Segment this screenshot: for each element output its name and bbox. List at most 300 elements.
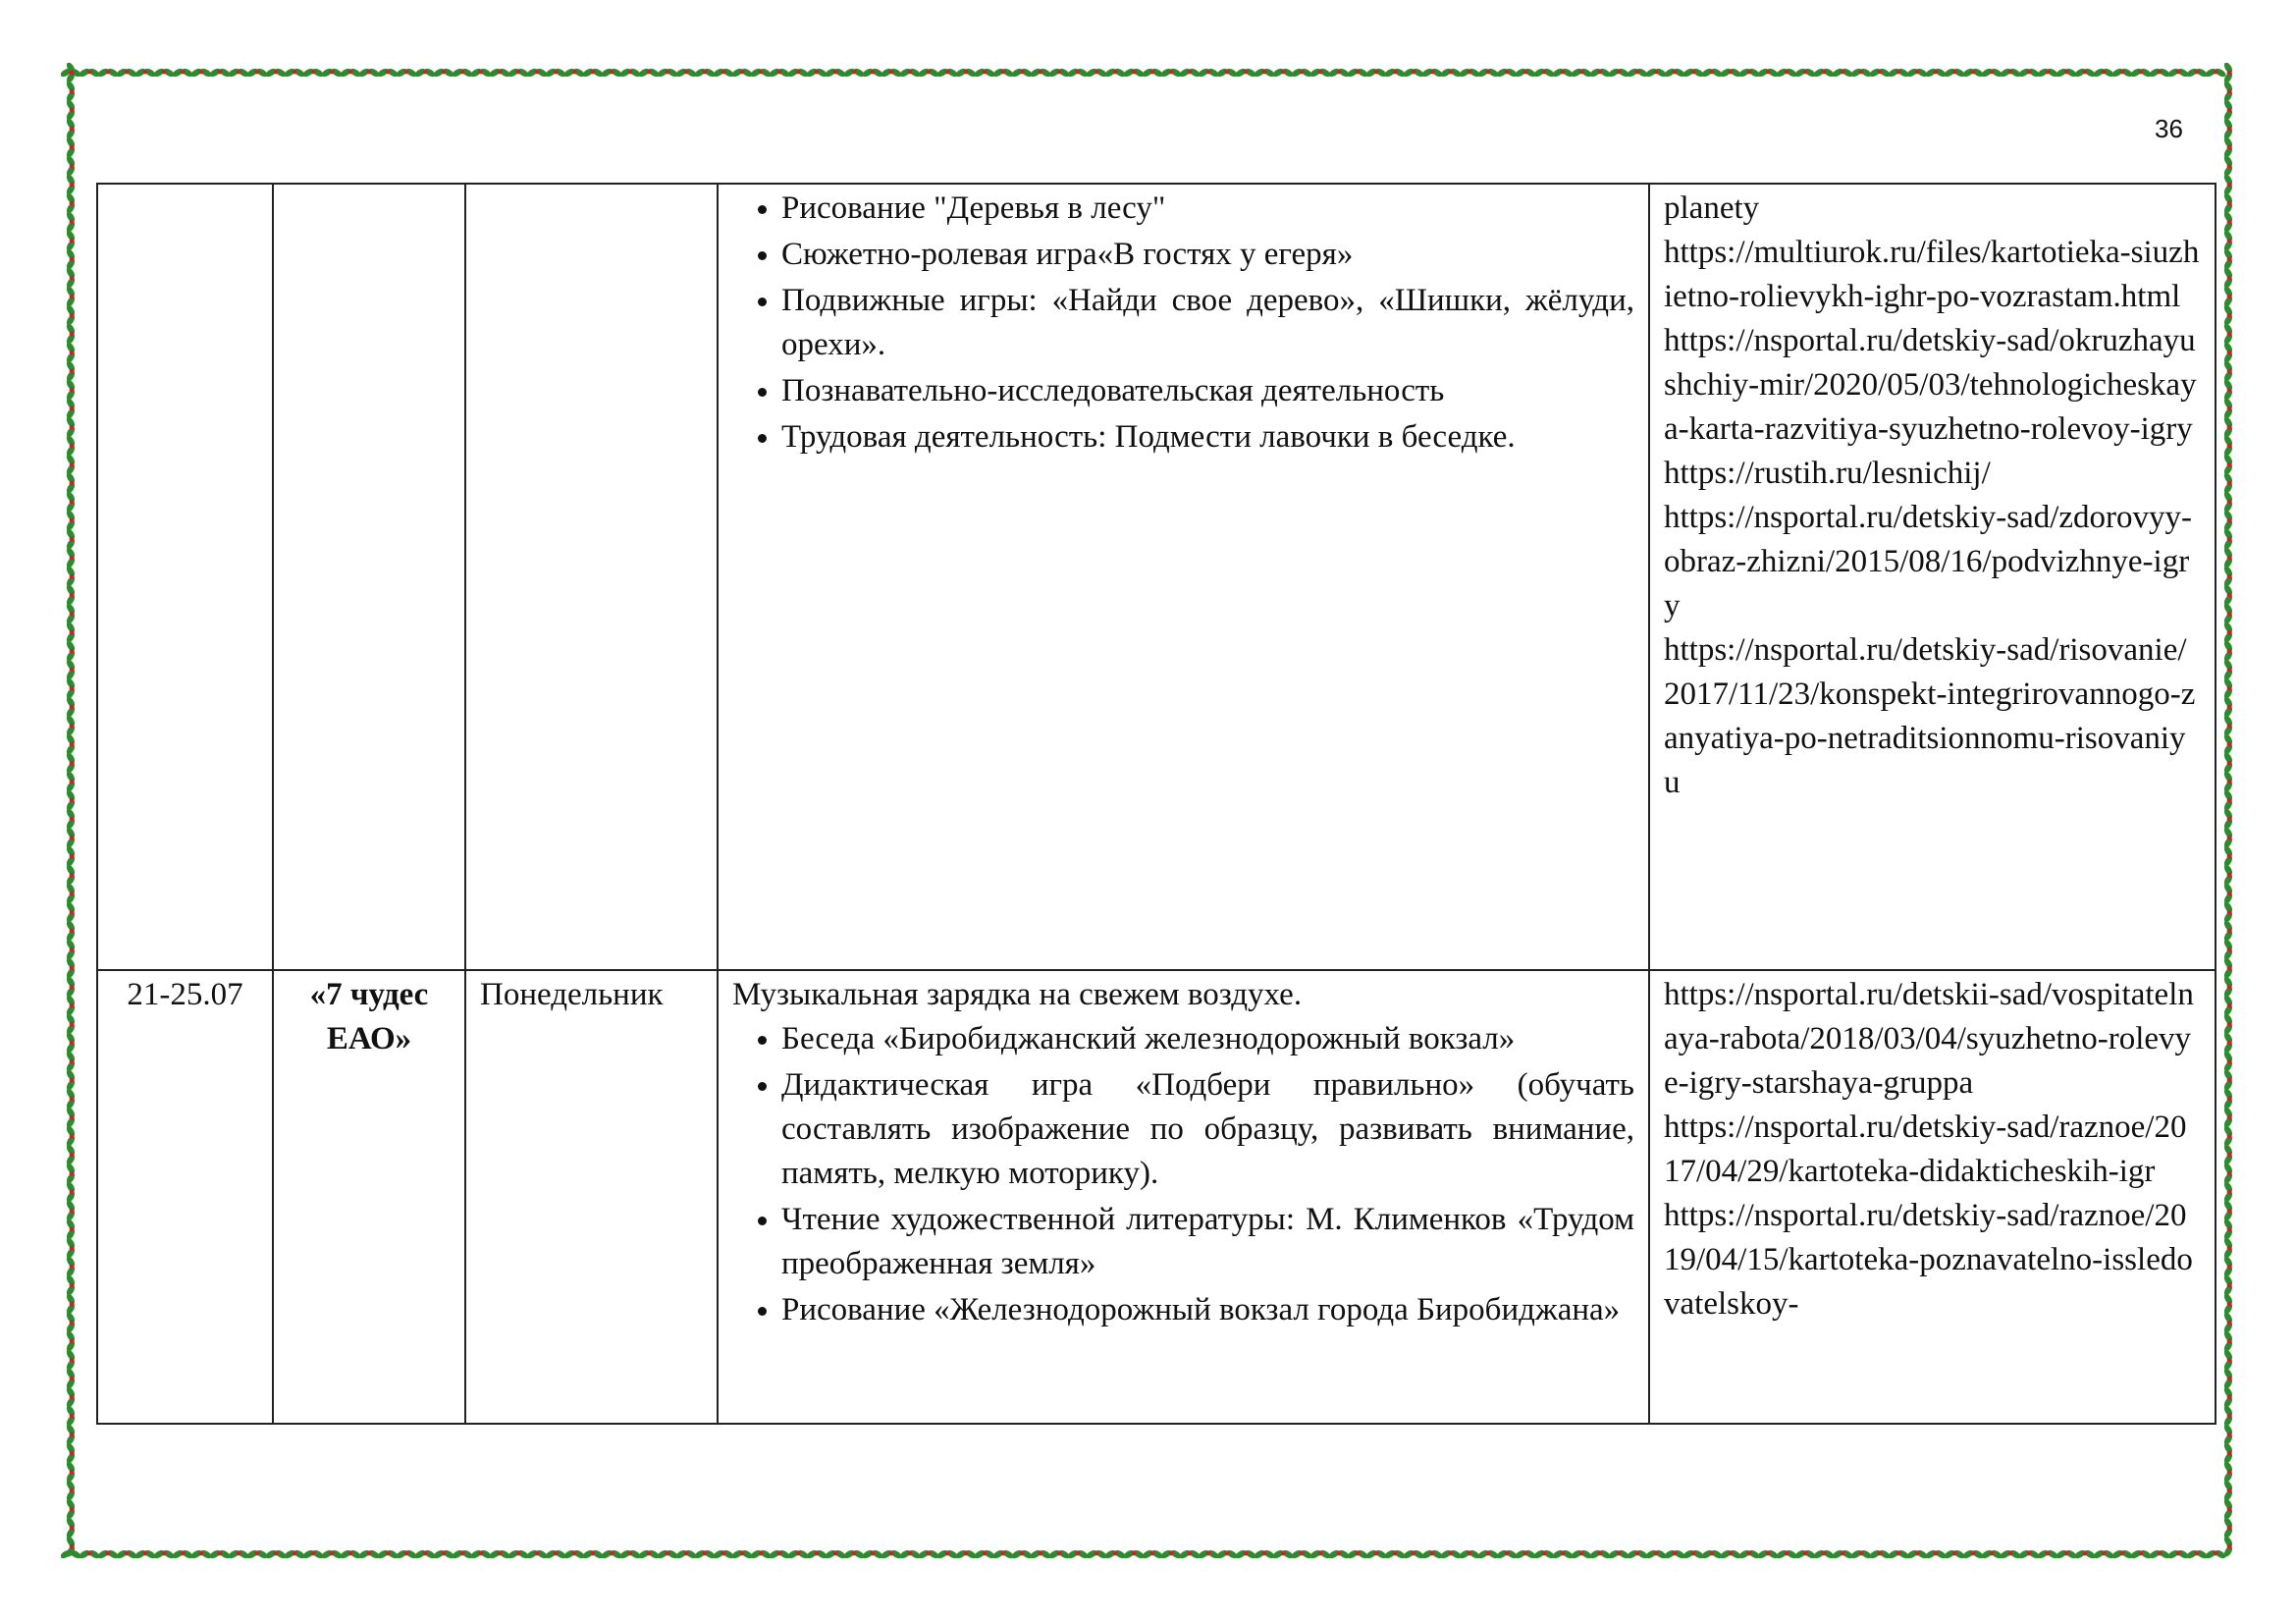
holly-sprig: [2185, 1548, 2209, 1560]
holly-sprig: [65, 434, 77, 458]
holly-sprig: [768, 1548, 791, 1560]
holly-sprig: [2222, 173, 2234, 196]
holly-sprig: [152, 67, 176, 79]
holly-sprig: [2222, 1441, 2234, 1465]
holly-sprig: [2222, 919, 2234, 943]
holly-sprig: [189, 1548, 213, 1560]
holly-sprig: [935, 1548, 959, 1560]
holly-sprig: [65, 1516, 77, 1540]
holly-sprig: [65, 490, 77, 514]
holly-sprig: [2166, 1548, 2190, 1560]
holly-sprig: [2222, 1068, 2234, 1092]
holly-sprig: [488, 67, 511, 79]
holly-sprig: [1980, 67, 2003, 79]
holly-sprig: [2222, 994, 2234, 1017]
holly-sprig: [65, 1162, 77, 1185]
holly-sprig: [65, 1367, 77, 1390]
holly-sprig: [65, 1404, 77, 1428]
source-link[interactable]: https://multiurok.ru/files/kartotieka-siuzhietno-rolievykh-ighr-po-vozrastam.html: [1664, 235, 2200, 314]
holly-sprig: [1420, 67, 1444, 79]
holly-sprig: [227, 67, 250, 79]
holly-sprig: [1290, 1548, 1313, 1560]
holly-sprig: [2222, 1385, 2234, 1409]
holly-sprig: [1626, 1548, 1649, 1560]
holly-sprig: [65, 173, 77, 196]
holly-sprig: [954, 1548, 978, 1560]
holly-sprig: [2222, 1199, 2234, 1222]
holly-sprig: [301, 1548, 325, 1560]
holly-sprig: [2222, 1124, 2234, 1148]
holly-sprig: [991, 67, 1015, 79]
holly-sprig: [1756, 1548, 1780, 1560]
holly-sprig: [208, 1548, 232, 1560]
holly-sprig: [2222, 359, 2234, 383]
holly-sprig: [2222, 956, 2234, 980]
holly-sprig: [2073, 67, 2097, 79]
holly-sprig: [2092, 1548, 2115, 1560]
holly-sprig: [1737, 67, 1761, 79]
table-row: [97, 970, 2216, 1424]
holly-sprig: [65, 117, 77, 140]
holly-sprig: [2148, 1548, 2171, 1560]
holly-sprig: [451, 1548, 474, 1560]
holly-sprig: [488, 1548, 511, 1560]
holly-sprig: [693, 67, 717, 79]
holly-sprig: [245, 1548, 269, 1560]
holly-sprig: [1178, 1548, 1201, 1560]
holly-sprig: [842, 1548, 866, 1560]
holly-sprig: [171, 67, 194, 79]
holly-sprig: [1253, 1548, 1276, 1560]
source-link[interactable]: https://nsportal.ru/detskiy-sad/raznoe/2017/04/29/kartoteka-didakticheskih-igr: [1664, 1110, 2187, 1189]
holly-sprig: [1047, 1548, 1071, 1560]
holly-sprig: [65, 677, 77, 700]
holly-sprig: [65, 639, 77, 663]
holly-sprig: [507, 67, 530, 79]
holly-sprig: [2073, 1548, 2097, 1560]
holly-sprig: [973, 67, 996, 79]
holly-sprig: [2222, 247, 2234, 271]
holly-sprig: [1364, 67, 1388, 79]
holly-sprig: [1868, 67, 1892, 79]
holly-sprig: [1141, 1548, 1164, 1560]
holly-sprig: [320, 1548, 344, 1560]
holly-sprig: [65, 1199, 77, 1222]
sources-cell: [1649, 970, 2216, 1424]
holly-sprig: [1831, 67, 1854, 79]
holly-sprig: [2222, 1087, 2234, 1110]
holly-sprig: [65, 807, 77, 831]
holly-sprig: [674, 67, 698, 79]
activity-intro: Музыкальная зарядка на свежем воздухе.: [732, 977, 1303, 1012]
holly-sprig: [65, 919, 77, 943]
holly-sprig: [2222, 135, 2234, 159]
holly-sprig: [1346, 1548, 1369, 1560]
holly-sprig: [2222, 1367, 2234, 1390]
sources-cell: [1649, 184, 2216, 970]
holly-sprig: [2222, 751, 2234, 775]
holly-sprig: [786, 67, 810, 79]
holly-sprig: [1682, 1548, 1705, 1560]
holly-sprig: [674, 1548, 698, 1560]
holly-sprig: [1570, 67, 1593, 79]
holly-sprig: [600, 67, 623, 79]
holly-sprig: [2222, 1292, 2234, 1316]
holly-sprig: [1756, 67, 1780, 79]
holly-sprig: [357, 1548, 381, 1560]
holly-sprig: [1029, 1548, 1052, 1560]
holly-sprig: [2222, 1012, 2234, 1036]
holly-sprig: [1849, 67, 1873, 79]
holly-sprig: [1029, 67, 1052, 79]
holly-sprig: [65, 527, 77, 551]
holly-sprig: [1775, 67, 1798, 79]
holly-sprig: [1793, 67, 1817, 79]
activity-item: • Чтение художественной литературы: М. Клименков «Трудом преображенная земля»: [781, 1198, 1634, 1286]
holly-sprig: [1663, 67, 1686, 79]
holly-sprig: [2092, 67, 2115, 79]
holly-sprig: [1085, 1548, 1108, 1560]
holly-border-top: [61, 63, 2238, 82]
holly-sprig: [1570, 1548, 1593, 1560]
holly-sprig: [1010, 1548, 1034, 1560]
activity-item: • Рисование «Железнодорожный вокзал города Биробиджана»: [781, 1288, 1634, 1332]
holly-sprig: [1831, 1548, 1854, 1560]
holly-sprig: [973, 1548, 996, 1560]
holly-sprig: [1271, 1548, 1295, 1560]
holly-sprig: [637, 1548, 661, 1560]
holly-sprig: [1308, 1548, 1332, 1560]
holly-sprig: [861, 67, 884, 79]
holly-sprig: [2222, 602, 2234, 625]
holly-sprig: [1644, 1548, 1668, 1560]
holly-sprig: [65, 1050, 77, 1073]
holly-sprig: [600, 1548, 623, 1560]
holly-sprig: [1066, 67, 1090, 79]
holly-sprig: [2222, 1162, 2234, 1185]
holly-sprig: [2222, 98, 2234, 122]
holly-sprig: [1439, 67, 1463, 79]
holly-sprig: [1607, 67, 1630, 79]
holly-sprig: [1943, 1548, 1966, 1560]
holly-sprig: [245, 67, 269, 79]
holly-sprig: [65, 63, 77, 84]
holly-sprig: [65, 1441, 77, 1465]
holly-sprig: [2222, 900, 2234, 924]
holly-sprig: [991, 1548, 1015, 1560]
holly-sprig: [917, 1548, 940, 1560]
holly-sprig: [65, 397, 77, 420]
source-link[interactable]: https://nsportal.ru/detskiy-sad/zdorovyy-obraz-zhizni/2015/08/16/podvizhnye-igry: [1664, 500, 2193, 623]
holly-sprig: [805, 67, 828, 79]
holly-sprig: [65, 1385, 77, 1409]
holly-sprig: [2222, 695, 2234, 719]
holly-sprig: [2222, 621, 2234, 644]
holly-sprig: [1551, 1548, 1575, 1560]
holly-sprig: [2222, 527, 2234, 551]
holly-sprig: [2222, 453, 2234, 476]
holly-sprig: [96, 1548, 120, 1560]
date-cell: [97, 184, 273, 970]
holly-sprig: [2110, 1548, 2134, 1560]
holly-sprig: [618, 1548, 642, 1560]
holly-sprig: [1103, 67, 1127, 79]
holly-sprig: [65, 359, 77, 383]
holly-sprig: [2222, 1423, 2234, 1446]
holly-sprig: [2222, 1348, 2234, 1372]
holly-sprig: [413, 67, 437, 79]
holly-sprig: [2185, 67, 2209, 79]
holly-sprig: [65, 1348, 77, 1372]
holly-sprig: [2222, 1497, 2234, 1521]
holly-sprig: [1215, 1548, 1239, 1560]
holly-sprig: [65, 322, 77, 346]
holly-sprig: [65, 509, 77, 532]
holly-sprig: [880, 67, 903, 79]
holly-sprig: [469, 67, 493, 79]
holly-sprig: [1849, 1548, 1873, 1560]
holly-sprig: [2222, 565, 2234, 588]
holly-sprig: [227, 1548, 250, 1560]
holly-sprig: [1458, 67, 1481, 79]
holly-sprig: [1719, 1548, 1742, 1560]
holly-sprig: [1253, 67, 1276, 79]
holly-sprig: [2222, 788, 2234, 812]
holly-sprig: [65, 714, 77, 737]
holly-sprig: [65, 602, 77, 625]
holly-sprig: [2222, 1180, 2234, 1204]
holly-sprig: [65, 863, 77, 887]
holly-sprig: [65, 1068, 77, 1092]
holly-sprig: [2222, 1218, 2234, 1241]
holly-sprig: [2222, 1329, 2234, 1353]
source-link[interactable]: https://nsportal.ru/detskiy-sad/risovanie/2017/11/23/konspekt-integrirovannogo-zanyatiya-po-netraditsionnomu-risovaniyu: [1664, 632, 2196, 800]
holly-sprig: [656, 67, 679, 79]
holly-sprig: [65, 621, 77, 644]
holly-sprig: [824, 67, 847, 79]
holly-sprig: [581, 67, 605, 79]
holly-sprig: [1793, 1548, 1817, 1560]
holly-sprig: [1290, 67, 1313, 79]
holly-sprig: [2222, 863, 2234, 887]
holly-sprig: [2017, 1548, 2041, 1560]
holly-sprig: [2222, 471, 2234, 495]
holly-sprig: [1215, 67, 1239, 79]
holly-sprig: [805, 1548, 828, 1560]
activity-item: • Сюжетно-ролевая игра«В гостях у егеря»: [781, 233, 1634, 277]
holly-sprig: [65, 1031, 77, 1055]
topic-cell: «7 чудес ЕАО»: [273, 970, 465, 1424]
holly-sprig: [1532, 1548, 1556, 1560]
holly-border-right: [2218, 63, 2238, 1564]
holly-sprig: [65, 453, 77, 476]
holly-sprig: [65, 135, 77, 159]
holly-sprig: [1943, 67, 1966, 79]
holly-sprig: [1961, 67, 1985, 79]
holly-sprig: [544, 1548, 567, 1560]
holly-sprig: [2222, 1404, 2234, 1428]
holly-sprig: [1476, 67, 1500, 79]
holly-sprig: [2222, 583, 2234, 607]
holly-sprig: [2222, 732, 2234, 756]
holly-sprig: [2222, 509, 2234, 532]
holly-sprig: [65, 788, 77, 812]
holly-sprig: [2222, 639, 2234, 663]
holly-sprig: [65, 1535, 77, 1558]
holly-sprig: [78, 67, 101, 79]
day-cell: Понедельник: [465, 970, 718, 1424]
holly-sprig: [935, 67, 959, 79]
holly-sprig: [2222, 714, 2234, 737]
holly-sprig: [65, 956, 77, 980]
holly-sprig: [2222, 397, 2234, 420]
holly-sprig: [65, 900, 77, 924]
holly-sprig: [115, 67, 138, 79]
holly-sprig: [1812, 1548, 1836, 1560]
holly-sprig: [65, 285, 77, 308]
holly-sprig: [1010, 67, 1034, 79]
holly-sprig: [712, 67, 735, 79]
holly-sprig: [562, 1548, 586, 1560]
date-cell: 21-25.07: [97, 970, 273, 1424]
holly-sprig: [1905, 67, 1929, 79]
holly-sprig: [1887, 1548, 1910, 1560]
holly-sprig: [1737, 1548, 1761, 1560]
holly-sprig: [1495, 67, 1519, 79]
holly-border-bottom: [61, 1544, 2238, 1564]
holly-sprig: [65, 732, 77, 756]
table-row: [97, 184, 2216, 970]
holly-sprig: [264, 1548, 288, 1560]
holly-sprig: [65, 1497, 77, 1521]
holly-sprig: [2222, 1273, 2234, 1297]
holly-sprig: [768, 67, 791, 79]
holly-sprig: [1588, 67, 1612, 79]
holly-sprig: [2222, 844, 2234, 868]
holly-sprig: [65, 844, 77, 868]
holly-sprig: [525, 1548, 549, 1560]
holly-sprig: [1495, 1548, 1519, 1560]
holly-sprig: [65, 154, 77, 178]
holly-sprig: [2222, 1516, 2234, 1540]
holly-sprig: [2036, 1548, 2059, 1560]
holly-sprig: [1682, 67, 1705, 79]
holly-sprig: [1700, 1548, 1724, 1560]
holly-sprig: [1663, 1548, 1686, 1560]
holly-sprig: [2222, 322, 2234, 346]
holly-sprig: [1178, 67, 1201, 79]
holly-sprig: [1868, 1548, 1892, 1560]
holly-sprig: [2222, 807, 2234, 831]
holly-sprig: [898, 67, 922, 79]
holly-sprig: [1887, 67, 1910, 79]
holly-sprig: [1812, 67, 1836, 79]
holly-sprig: [65, 1292, 77, 1316]
holly-sprig: [2222, 1479, 2234, 1502]
holly-sprig: [2129, 1548, 2153, 1560]
page-number: 36: [2155, 114, 2183, 143]
holly-sprig: [65, 994, 77, 1017]
holly-sprig: [1271, 67, 1295, 79]
holly-sprig: [1159, 67, 1183, 79]
holly-sprig: [2055, 67, 2078, 79]
holly-sprig: [693, 1548, 717, 1560]
holly-sprig: [730, 67, 754, 79]
holly-sprig: [2166, 67, 2190, 79]
holly-sprig: [2222, 229, 2234, 252]
holly-sprig: [1607, 1548, 1630, 1560]
holly-sprig: [2222, 1031, 2234, 1055]
source-link[interactable]: https://nsportal.ru/detskii-sad/vospitatelnaya-rabota/2018/03/04/syuzhetno-rolevye-igry-starshaya-gruppa: [1664, 977, 2194, 1101]
holly-sprig: [2222, 490, 2234, 514]
holly-sprig: [1551, 67, 1575, 79]
holly-sprig: [339, 67, 362, 79]
holly-sprig: [2222, 1255, 2234, 1278]
holly-sprig: [1383, 1548, 1407, 1560]
source-link[interactable]: https://nsportal.ru/detskiy-sad/raznoe/2019/04/15/kartoteka-poznavatelno-issledovatelskoy-: [1664, 1198, 2193, 1322]
holly-sprig: [880, 1548, 903, 1560]
holly-sprig: [618, 67, 642, 79]
holly-sprig: [2222, 1050, 2234, 1073]
holly-sprig: [2222, 434, 2234, 458]
holly-sprig: [1775, 1548, 1798, 1560]
holly-sprig: [861, 1548, 884, 1560]
holly-sprig: [65, 565, 77, 588]
holly-sprig: [65, 695, 77, 719]
holly-sprig: [2222, 117, 2234, 140]
holly-sprig: [65, 247, 77, 271]
holly-sprig: [65, 1180, 77, 1204]
holly-sprig: [2222, 1535, 2234, 1558]
holly-sprig: [1514, 1548, 1537, 1560]
holly-sprig: [65, 1255, 77, 1278]
holly-sprig: [1924, 67, 1948, 79]
holly-sprig: [469, 1548, 493, 1560]
holly-sprig: [65, 1329, 77, 1353]
topic-cell: [273, 184, 465, 970]
holly-sprig: [842, 67, 866, 79]
holly-sprig: [2036, 67, 2059, 79]
holly-sprig: [283, 1548, 306, 1560]
holly-sprig: [1532, 67, 1556, 79]
holly-sprig: [133, 67, 157, 79]
holly-sprig: [2222, 677, 2234, 700]
holly-sprig: [65, 1012, 77, 1036]
holly-sprig: [2129, 67, 2153, 79]
holly-sprig: [2222, 826, 2234, 849]
holly-sprig: [413, 1548, 437, 1560]
holly-sprig: [749, 1548, 773, 1560]
holly-sprig: [1476, 1548, 1500, 1560]
holly-sprig: [1999, 67, 2022, 79]
holly-sprig: [712, 1548, 735, 1560]
holly-sprig: [1197, 67, 1220, 79]
holly-sprig: [1085, 67, 1108, 79]
holly-sprig: [1327, 1548, 1351, 1560]
holly-sprig: [2148, 67, 2171, 79]
holly-sprig: [544, 67, 567, 79]
holly-sprig: [2222, 210, 2234, 234]
holly-sprig: [65, 1124, 77, 1148]
holly-sprig: [264, 67, 288, 79]
source-link[interactable]: https://nsportal.ru/detskiy-sad/okruzhayushchiy-mir/2020/05/03/tehnologicheskaya-karta-razvitiya-syuzhetno-rolevoy-igry: [1664, 323, 2197, 447]
holly-sprig: [65, 1460, 77, 1484]
holly-sprig: [65, 583, 77, 607]
holly-sprig: [2222, 1106, 2234, 1129]
source-link[interactable]: https://rustih.ru/lesnichij/: [1664, 456, 1991, 491]
holly-sprig: [1961, 1548, 1985, 1560]
holly-sprig: [78, 1548, 101, 1560]
